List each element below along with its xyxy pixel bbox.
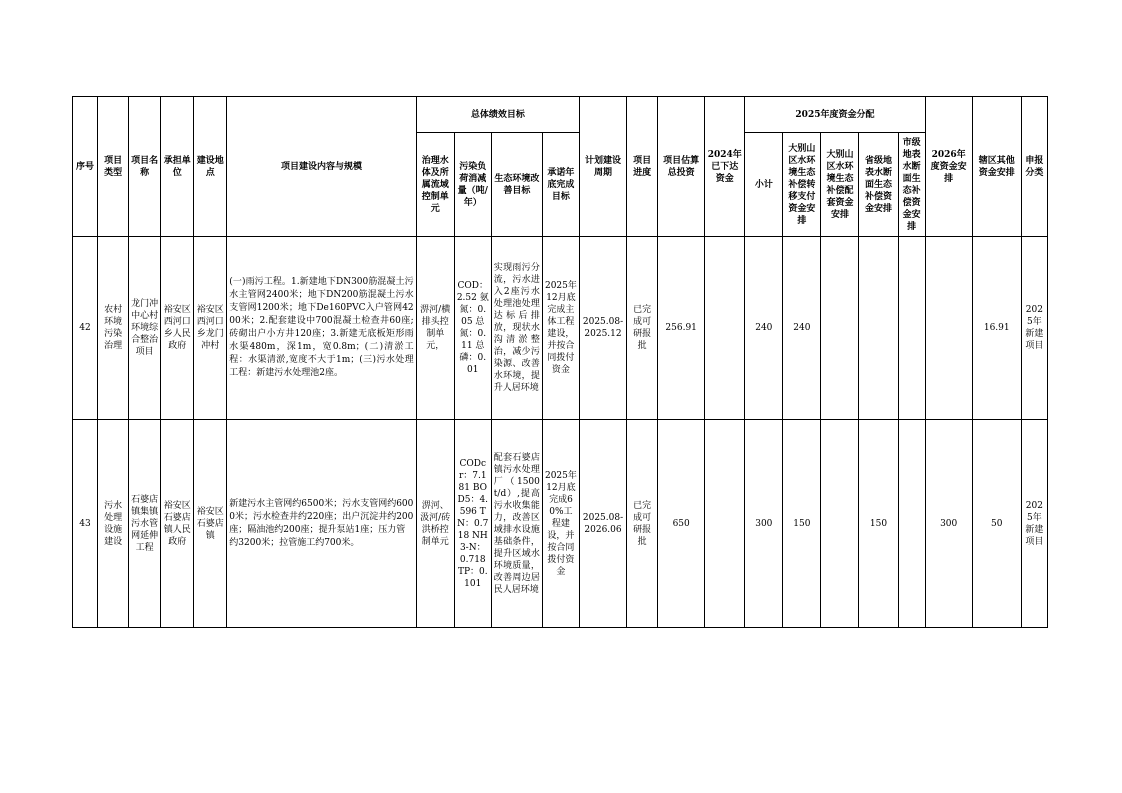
- col-category-header: 申报分类: [1021, 97, 1047, 237]
- transfer-cell: 150: [783, 420, 821, 628]
- col-period-header: 计划建设周期: [579, 97, 626, 237]
- seq-cell: 43: [73, 420, 98, 628]
- col-location-header: 建设地点: [194, 97, 227, 237]
- transfer-cell: 240: [783, 237, 821, 420]
- subtotal-cell: 240: [745, 237, 783, 420]
- col-reduction-header: 污染负荷消减量（吨/年）: [454, 133, 491, 237]
- funds-2024-cell: [705, 237, 745, 420]
- period-cell: 2025.08-2025.12: [579, 237, 626, 420]
- col-type-header: 项目类型: [98, 97, 129, 237]
- unit-cell: 裕安区西河口乡人民政府: [161, 237, 194, 420]
- investment-cell: 650: [658, 420, 705, 628]
- alloc-group-header: 2025年度资金分配: [745, 97, 925, 133]
- province-cell: [859, 237, 898, 420]
- content-cell: (一)雨污工程。1.新建地下DN300筋混凝土污水主管网2400米；地下DN200筋混凝土污水支管网1200米；地下De160PVC入户管网4200米；2.配套建设中700混凝土检查井60座;砖砌出户小方井120座；3.新建无底板矩形雨水渠480m，深1m，宽0.8m；(二)清淤工程：水渠清淤,宽度不大于1m；(三)污水处理工程：新建污水处理池2座。: [227, 237, 416, 420]
- category-cell: 2025年新建项目: [1021, 237, 1047, 420]
- funds-2026-cell: [925, 237, 972, 420]
- col-content-header: 项目建设内容与规模: [227, 97, 416, 237]
- col-other-funds-header: 辖区其他资金安排: [972, 97, 1021, 237]
- promise-cell: 2025年12月底完成主体工程建设，并按合同拨付资金: [542, 237, 579, 420]
- col-seq-header: 序号: [73, 97, 98, 237]
- other-funds-cell: 16.91: [972, 237, 1021, 420]
- progress-cell: 已完成可研报批: [627, 420, 658, 628]
- city-cell: [898, 237, 925, 420]
- period-cell: 2025.08-2026.06: [579, 420, 626, 628]
- location-cell: 裕安区西河口乡龙门冲村: [194, 237, 227, 420]
- city-cell: [898, 420, 925, 628]
- col-control-unit-header: 治理水体及所属流域控制单元: [416, 133, 454, 237]
- other-funds-cell: 50: [972, 420, 1021, 628]
- col-subtotal-header: 小计: [745, 133, 783, 237]
- match-cell: [821, 420, 859, 628]
- subtotal-cell: 300: [745, 420, 783, 628]
- unit-cell: 裕安区石婆店镇人民政府: [161, 420, 194, 628]
- seq-cell: 42: [73, 237, 98, 420]
- content-cell: 新建污水主管网约6500米；污水支管网约6000米；污水检查井约220座；出户沉淀井约200座；隔油池约200座；提升泵站1座；压力管约3200米；拉管施工约700米。: [227, 420, 416, 628]
- col-progress-header: 项目进度: [627, 97, 658, 237]
- table-row: [73, 237, 1048, 420]
- col-city-header: 市级地表水断面生态补偿资金安排: [898, 133, 925, 237]
- goals-group-header: 总体绩效目标: [416, 97, 579, 133]
- col-env-goal-header: 生态环境改善目标: [491, 133, 542, 237]
- location-cell: 裕安区石婆店镇: [194, 420, 227, 628]
- col-funds-2026-header: 2026年度资金安排: [925, 97, 972, 237]
- env-goal-cell: 配套石婆店镇污水处理厂（1500t/d）,提高污水收集能力，改善区域排水设施基础条件，提升区域水环境质量，改善周边居民人居环境: [491, 420, 542, 628]
- col-province-header: 省级地表水断面生态补偿资金安排: [859, 133, 898, 237]
- col-investment-header: 项目估算总投资: [658, 97, 705, 237]
- env-goal-cell: 实现雨污分流，污水进入2座污水处理池处理达标后排放，现状水沟清淤整治，减少污染源、改善水环境，提升人居环境: [491, 237, 542, 420]
- progress-cell: 已完成可研报批: [627, 237, 658, 420]
- col-unit-header: 承担单位: [161, 97, 194, 237]
- category-cell: 2025年新建项目: [1021, 420, 1047, 628]
- header-row-1: [73, 97, 1048, 133]
- control-unit-cell: 淠河、汲河/砖洪桥控制单元: [416, 420, 454, 628]
- funds-2024-cell: [705, 420, 745, 628]
- funds-2026-cell: 300: [925, 420, 972, 628]
- match-cell: [821, 237, 859, 420]
- name-cell: 石婆店镇集镇污水管网延伸工程: [129, 420, 161, 628]
- type-cell: 农村环境污染治理: [98, 237, 129, 420]
- col-funds-2024-header: 2024年已下达资金: [705, 97, 745, 237]
- table-row: [73, 420, 1048, 628]
- col-name-header: 项目名称: [129, 97, 161, 237]
- reduction-cell: COD：2.52 氨氮：0.05 总氮：0.11 总磷：0.01: [454, 237, 491, 420]
- province-cell: 150: [859, 420, 898, 628]
- type-cell: 污水处理设施建设: [98, 420, 129, 628]
- project-funding-table: [72, 96, 1048, 628]
- col-promise-header: 承诺年底完成目标: [542, 133, 579, 237]
- control-unit-cell: 淠河/横排头控制单元，: [416, 237, 454, 420]
- name-cell: 龙门冲中心村环境综合整治项目: [129, 237, 161, 420]
- promise-cell: 2025年12月底完成60%工程建设，并按合同拨付资金: [542, 420, 579, 628]
- col-match-header: 大别山区水环境生态补偿配套资金安排: [821, 133, 859, 237]
- col-transfer-header: 大别山区水环境生态补偿转移支付资金安排: [783, 133, 821, 237]
- investment-cell: 256.91: [658, 237, 705, 420]
- reduction-cell: CODcr：7.181 BOD5：4.596 TN：0.718 NH3-N：0.718 TP：0.101: [454, 420, 491, 628]
